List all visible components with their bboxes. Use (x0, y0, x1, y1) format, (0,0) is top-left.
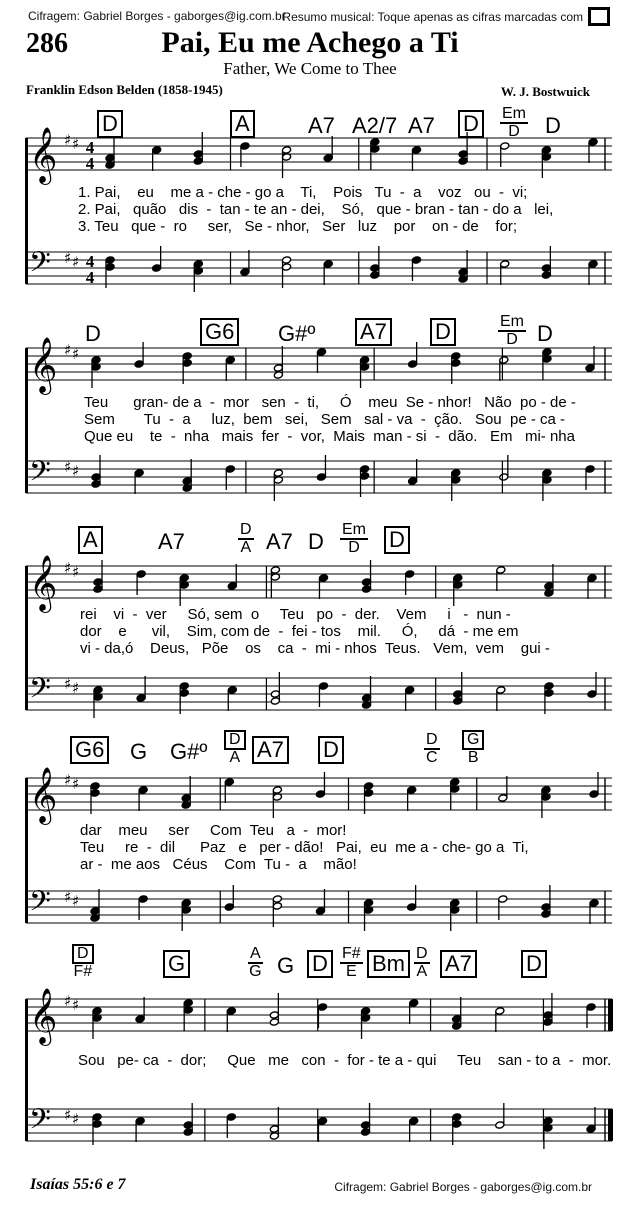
chord-symbol-marked: A (78, 526, 103, 554)
treble-clef-icon: 𝄞 (29, 988, 58, 1044)
lyrics-line: 3. Teu que - ro ser, Se - nhor, Ser luz por on - de for; (78, 218, 518, 235)
chord-bass-note-bottom: C (426, 749, 438, 766)
chord-bass-note-bottom: D (506, 331, 518, 348)
sharp-icon: ♯ (64, 249, 72, 267)
chord-symbol-marked: G6 (200, 318, 239, 346)
chord-symbol: A7 (158, 529, 185, 554)
lyrics-block-1 (78, 184, 553, 235)
system-barline (25, 348, 28, 493)
chord-symbol: D (545, 113, 561, 138)
chord-symbol: D (85, 321, 101, 346)
sharp-icon: ♯ (64, 458, 72, 476)
chord-bass-note-top: D (240, 521, 252, 538)
chord-bass-note-bottom: D (508, 123, 520, 140)
treble-clef-icon: 𝄞 (29, 555, 58, 611)
chord-symbol-marked: G (163, 950, 190, 978)
sharp-icon: ♯ (64, 1106, 72, 1124)
bass-staff-2 (20, 447, 618, 513)
treble-clef-icon: 𝄞 (29, 127, 58, 183)
lyrics-line: Que eu te - nha mais fer - vor, Mais man - si - dão. Em mi- nha (84, 428, 575, 445)
lyrics-line: rei vi - ver Só, sem o Teu po - der. Vem i - nun - (80, 606, 511, 623)
song-subtitle: Father, We Come to Thee (223, 59, 397, 78)
chord-bass-note-top: D (72, 944, 94, 964)
chord-symbol-marked (72, 944, 94, 980)
chord-bass-note-bottom: G (249, 963, 262, 980)
lyricist: Franklin Edson Belden (1858-1945) (26, 82, 223, 97)
sharp-icon: ♯ (64, 559, 72, 577)
chord-symbol: G (130, 739, 148, 764)
chord-bass-note-bottom: D (348, 539, 360, 556)
lyrics-line: Sem Tu - a luz, bem sei, Sem sal - va - ção. Sou pe - ca - (84, 411, 565, 428)
cifragem-top: Cifragem: Gabriel Borges - gaborges@ig.com.br (28, 9, 286, 23)
treble-clef-icon: 𝄞 (29, 767, 58, 823)
chord-symbol (238, 522, 254, 556)
chord-row-5 (0, 932, 620, 978)
chord-symbol (248, 946, 263, 980)
chord-symbol-marked: D (458, 110, 484, 138)
chord-bass-note-bottom: A (416, 963, 428, 980)
lyrics-line: dor e vil, Sim, com de - fei - tos mil. Ó, dá - me em (80, 623, 519, 640)
chord-row-3 (0, 508, 620, 554)
chord-symbol (424, 732, 440, 766)
chord-symbol: D (308, 529, 324, 554)
chord-row-4 (0, 718, 620, 764)
lyrics-block-5 (78, 1052, 611, 1069)
chord-symbol (340, 946, 363, 980)
chord-symbol-marked: A7 (355, 318, 392, 346)
time-signature-top: 4 (85, 252, 95, 271)
bass-clef-icon: 𝄢 (29, 1103, 51, 1143)
sharp-icon: ♯ (64, 131, 72, 149)
bass-staff-1 (20, 238, 618, 304)
chord-symbol (414, 946, 430, 980)
lyrics-line: 2. Pai, quão dis - tan - te an - dei, Só, que - bran - tan - do a lei, (78, 201, 554, 218)
sharp-icon: ♯ (72, 775, 80, 793)
system-barline (25, 778, 28, 923)
chord-bass-note-top: Em (342, 521, 366, 538)
sharp-icon: ♯ (72, 996, 80, 1014)
chord-bass-note-bottom: E (346, 963, 357, 980)
lyrics-line: ar - me aos Céus Com Tu - a mão! (80, 856, 357, 873)
chord-symbol-marked: A7 (252, 736, 289, 764)
chord-symbol: A7 (408, 113, 435, 138)
cifragem-bottom: Cifragem: Gabriel Borges - gaborges@ig.com.br (334, 1180, 592, 1194)
chord-symbol-marked: D (307, 950, 333, 978)
chord-symbol-marked: A (230, 110, 255, 138)
chord-symbol: A2/7 (352, 113, 398, 138)
bass-clef-icon: 𝄢 (29, 246, 51, 286)
lyrics-line: Sou pe- ca - dor; Que me con - for - te a - qui Teu san - to a - mor. (78, 1052, 612, 1069)
chord-bass-note-bottom: A (240, 539, 252, 556)
chord-symbol-marked: Bm (367, 950, 410, 978)
system-barline (25, 999, 28, 1141)
resumo-text: Resumo musical: Toque apenas as cifras marcadas com (282, 9, 583, 24)
chord-bass-note-top: Em (502, 105, 526, 122)
chord-symbol-marked: D (521, 950, 547, 978)
sharp-icon: ♯ (72, 462, 80, 480)
chord-symbol: A7 (266, 529, 293, 554)
chord-symbol: D (537, 321, 553, 346)
sharp-icon: ♯ (64, 341, 72, 359)
treble-staff-5 (20, 985, 618, 1051)
chord-symbol (340, 522, 368, 556)
bass-clef-icon: 𝄢 (29, 455, 51, 495)
time-signature-bottom: 4 (85, 154, 95, 173)
sharp-icon: ♯ (72, 892, 80, 910)
chord-bass-note-top: D (224, 730, 246, 750)
system-barline (25, 138, 28, 284)
chord-bass-note-top: Em (500, 313, 524, 330)
chord-symbol: G (277, 953, 295, 978)
chord-symbol: G#º (278, 321, 316, 346)
chord-symbol-marked: D (384, 526, 410, 554)
chord-bass-note-bottom: A (229, 749, 241, 766)
time-signature-top: 4 (85, 138, 95, 157)
chord-bass-note-top: D (416, 945, 428, 962)
chord-symbol-marked (462, 730, 484, 766)
lyrics-block-4 (80, 822, 529, 873)
lyrics-line: 1. Pai, eu me a - che - go a Ti, Pois Tu - a voz ou - vi; (78, 184, 528, 201)
chord-bass-note-top: F# (342, 945, 361, 962)
lyrics-block-2 (84, 394, 576, 445)
chord-bass-note-bottom: B (467, 749, 479, 766)
sharp-icon: ♯ (64, 888, 72, 906)
sharp-icon: ♯ (72, 679, 80, 697)
sharp-icon: ♯ (72, 135, 80, 153)
treble-staff-4 (20, 764, 618, 830)
lyrics-line: Teu gran- de a - mor sen - ti, Ó meu Se - nhor! Não po - de - (84, 394, 576, 411)
scripture-ref: Isaías 55:6 e 7 (30, 1176, 126, 1193)
chord-bass-note-top: D (426, 731, 438, 748)
bass-staff-5 (20, 1095, 618, 1161)
bass-clef-icon: 𝄢 (29, 672, 51, 712)
chord-symbol-marked: D (318, 736, 344, 764)
chord-bass-note-bottom: F# (73, 963, 93, 980)
chord-symbol-marked: G6 (70, 736, 109, 764)
lyrics-line: vi - da,ó Deus, Põe os ca - mi - nhos Teus. Vem, vem gui - (80, 640, 550, 657)
lyrics-block-3 (80, 606, 550, 657)
chord-bass-note-top: G (462, 730, 484, 750)
sharp-icon: ♯ (72, 1110, 80, 1128)
system-barline (25, 566, 28, 710)
sharp-icon: ♯ (72, 563, 80, 581)
time-signature-bottom: 4 (85, 268, 95, 287)
hymn-number: 286 (26, 28, 68, 59)
chord-symbol-marked: A7 (440, 950, 477, 978)
treble-staff-1 (20, 124, 618, 190)
chord-symbol: G#º (170, 739, 208, 764)
sharp-icon: ♯ (64, 675, 72, 693)
chord-symbol-marked (224, 730, 246, 766)
sharp-icon: ♯ (64, 771, 72, 789)
chord-symbol-marked: D (430, 318, 456, 346)
sharp-icon: ♯ (72, 253, 80, 271)
composer: W. J. Bostwuick (500, 84, 590, 99)
lyrics-line: Teu re - dil Paz e per - dão! Pai, eu me a - che- go a Ti, (80, 839, 529, 856)
treble-clef-icon: 𝄞 (29, 337, 58, 393)
chord-bass-note-top: A (250, 945, 261, 962)
sharp-icon: ♯ (72, 345, 80, 363)
bass-clef-icon: 𝄢 (29, 885, 51, 925)
sharp-icon: ♯ (64, 992, 72, 1010)
lyrics-line: dar meu ser Com Teu a - mor! (80, 822, 347, 839)
chord-symbol: A7 (308, 113, 335, 138)
song-title: Pai, Eu me Achego a Ti (161, 26, 459, 59)
marked-chord-box-icon (588, 7, 610, 26)
chord-symbol-marked: D (97, 110, 123, 138)
